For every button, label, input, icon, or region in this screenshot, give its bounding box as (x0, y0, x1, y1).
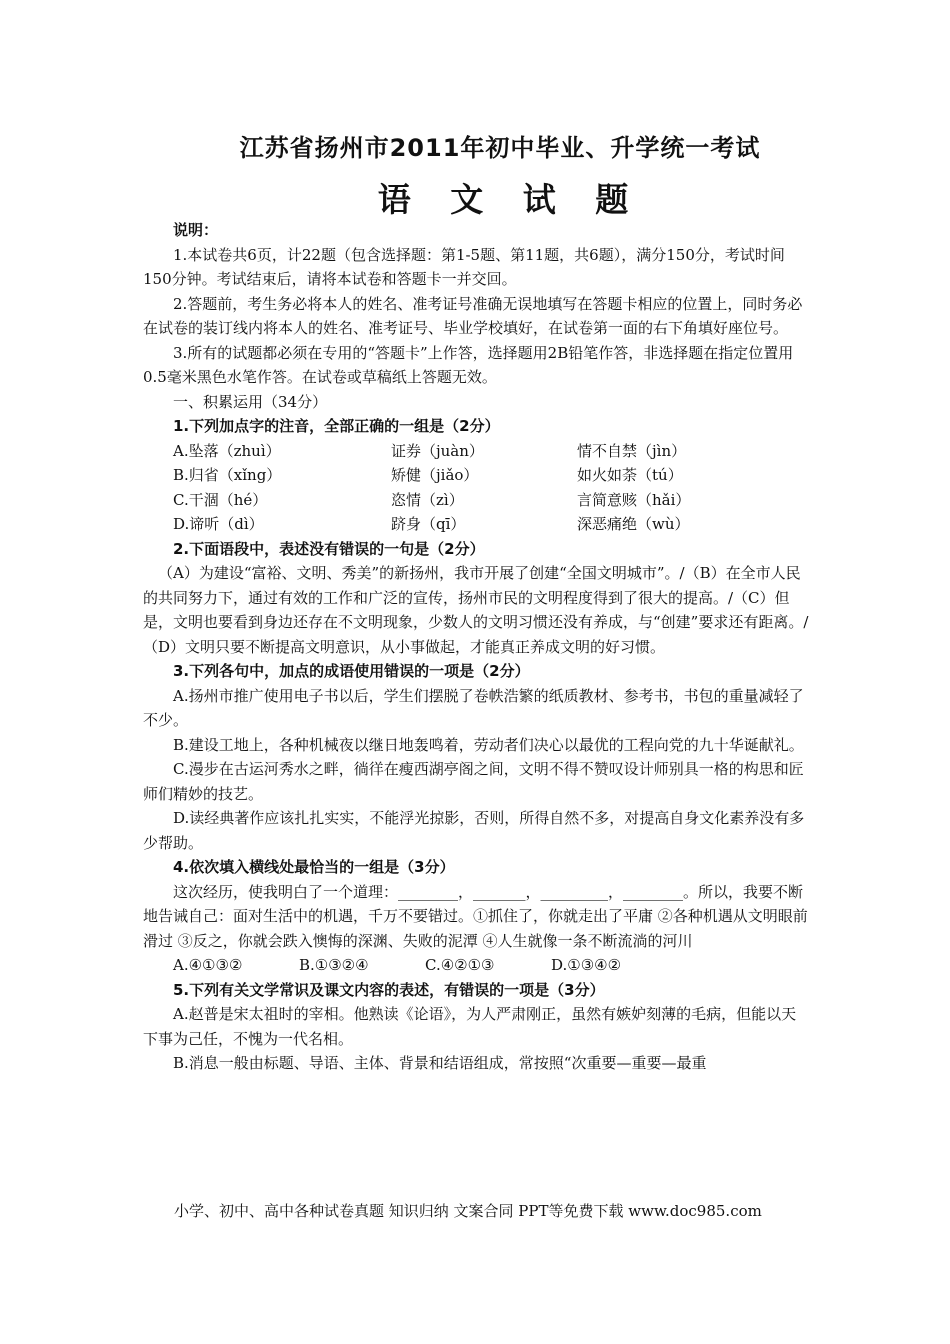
question-2-stem: 2.下面语段中，表述没有错误的一句是（2分） (173, 539, 485, 558)
question-5-stem: 5.下列有关文学常识及课文内容的表述，有错误的一项是（3分） (173, 980, 605, 999)
exam-body (143, 218, 811, 1076)
question-3-option: B.建设工地上，各种机械夜以继日地轰鸣着，劳动者们决心以最优的工程向党的九十华诞献礼。 (173, 735, 804, 754)
question-1-stem: 1.下列加点字的注音，全部正确的一组是（2分） (173, 417, 500, 435)
instructions-label: 说明： (173, 221, 219, 239)
answer-choice: C.④②①③ (425, 956, 495, 974)
option-cell: B.归省（xǐng） (173, 466, 282, 484)
option-cell: 恣情（zì） (391, 490, 464, 509)
question-4-stem: 4.依次填入横线处最恰当的一组是（3分） (173, 858, 455, 876)
instruction-item: 3.所有的试题都必须在专用的“答题卡”上作答，选择题用2B铅笔作答，非选择题在指定位置用0.5毫米黑色水笔作答。在试卷或草稿纸上答题无效。 (143, 343, 794, 386)
instruction-item: 1.本试卷共6页，计22题（包含选择题：第1-5题、第11题，共6题），满分150分，考试时间150分钟。考试结束后，请将本试卷和答题卡一并交回。 (143, 245, 785, 288)
question-2-text: （A）为建设“富裕、文明、秀美”的新扬州，我市开展了创建“全国文明城市”。/（B）在全市人民的共同努力下，通过有效的工作和广泛的宣传，扬州市民的文明程度得到了很大的提高。/（C）但是，文明也要看到身边还存在不文明现象，少数人的文明习惯还没有养成，与“创建”要求还有距离。/（D）文明只要不断提高文明意识，从小事做起，才能真正养成文明的好习惯。 (143, 564, 809, 656)
option-cell: 证券（juàn） (391, 441, 484, 460)
footer-promo: 小学、初中、高中各种试卷真题 知识归纳 文案合同 PPT等免费下载 www.doc985.com (174, 1202, 762, 1220)
option-cell: D.谛听（dì） (173, 515, 264, 533)
question-1-option-row (143, 488, 811, 513)
answer-choice: B.①③②④ (299, 956, 369, 974)
question-3-option: A.扬州市推广使用电子书以后，学生们摆脱了卷帙浩繁的纸质教材、参考书，书包的重量减轻了不少。 (143, 686, 804, 729)
question-1-option-row (143, 439, 811, 464)
question-4-answers (143, 953, 811, 978)
question-5-option: A.赵普是宋太祖时的宰相。他熟读《论语》，为人严肃刚正，虽然有嫉妒刻薄的毛病，但能以天下事为己任，不愧为一代名相。 (143, 1005, 797, 1048)
exam-title: 江苏省扬州市2011年初中毕业、升学统一考试 (239, 134, 761, 162)
question-3-stem: 3.下列各句中，加点的成语使用错误的一项是（2分） (173, 662, 530, 680)
answer-choice: A.④①③② (173, 956, 243, 974)
option-cell: 言简意赅（hǎi） (577, 490, 691, 509)
question-3-option: D.读经典著作应该扎扎实实，不能浮光掠影，否则，所得自然不多，对提高自身文化素养没有多少帮助。 (143, 809, 805, 852)
question-3-option: C.漫步在古运河秀水之畔，徜徉在瘦西湖亭阁之间，文明不得不赞叹设计师别具一格的构思和匠师们精妙的技艺。 (143, 760, 804, 803)
option-cell: A.坠落（zhuì） (173, 441, 281, 460)
question-1-option-row (143, 463, 811, 488)
option-cell: 如火如荼（tú） (577, 466, 683, 484)
exam-subtitle: 语 文 试 题 (377, 180, 643, 219)
section-heading: 一、积累运用（34分） (173, 392, 328, 411)
option-cell: 情不自禁（jìn） (577, 441, 687, 460)
option-cell: 跻身（qī） (391, 515, 466, 533)
question-5-option: B.消息一般由标题、导语、主体、背景和结语组成，常按照“次重要—重要—最重 (173, 1054, 707, 1072)
instruction-item: 2.答题前，考生务必将本人的姓名、准考证号准确无误地填写在答题卡相应的位置上，同时务必在试卷的装订线内将本人的姓名、准考证号、毕业学校填好，在试卷第一面的右下角填好座位号。 (143, 294, 803, 337)
option-cell: 矫健（jiǎo） (391, 466, 479, 484)
option-cell: 深恶痛绝（wù） (577, 515, 690, 533)
option-cell: C.干涸（hé） (173, 490, 268, 509)
question-1-option-row (143, 512, 811, 537)
answer-choice: D.①③④② (551, 956, 622, 974)
question-4-text: 这次经历，使我明白了一个道理：________，_______，_________，________。所以，我要不断地告诫自己：面对生活中的机遇，千万不要错过。①抓住了，你就走出了平庸 ②各种机遇从文明眼前滑过 ③反之，你就会跌入懊悔的深渊、失败的泥潭 ④人生就像一条不断流淌的河川 (143, 882, 808, 950)
